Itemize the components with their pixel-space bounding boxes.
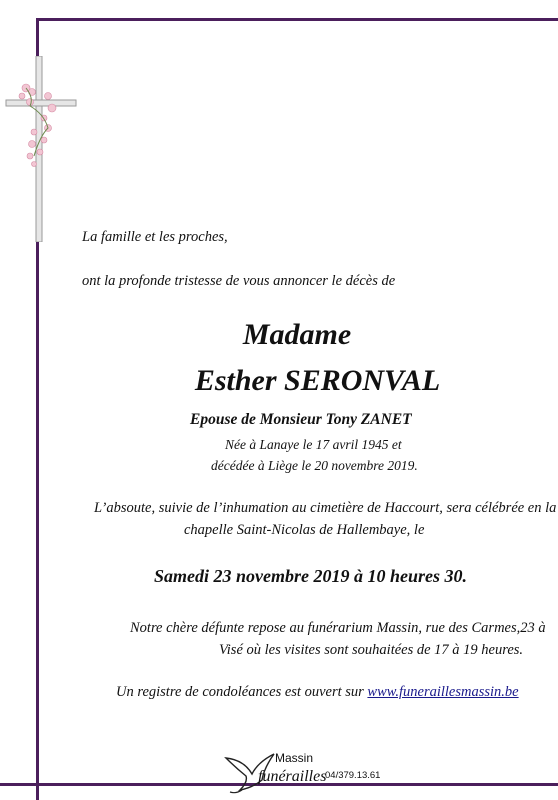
viewing-line-1: Notre chère défunte repose au funérarium Massin, rue des Carmes,23 à: [130, 620, 546, 636]
ceremony-line-2: chapelle Saint-Nicolas de Hallembaye, le: [184, 522, 425, 538]
birth-line: Née à Lanaye le 17 avril 1945 et: [225, 437, 402, 452]
condolences-text: Un registre de condoléances est ouvert sur: [116, 684, 368, 700]
phone-number: 04/379.13.61: [325, 770, 381, 781]
deceased-title: Madame: [242, 318, 352, 351]
viewing-line-2: Visé où les visites sont souhaitées de 17 à 19 heures.: [219, 642, 524, 658]
condolences-line: [116, 684, 519, 701]
flower-cross-icon: [4, 56, 78, 242]
ceremony-date: Samedi 23 novembre 2019 à 10 heures 30.: [154, 566, 467, 586]
death-line: décédée à Liège le 20 novembre 2019.: [211, 458, 418, 473]
spouse-line: Epouse de Monsieur Tony ZANET: [190, 411, 412, 428]
intro-line-2: ont la profonde tristesse de vous annoncer le décès de: [82, 273, 396, 289]
deceased-name: Esther SERONVAL: [194, 364, 441, 397]
frame-top-border: [36, 18, 558, 21]
brand-line-2: funérailles: [258, 768, 327, 785]
intro-line-1: La famille et les proches,: [82, 229, 228, 245]
condolences-link[interactable]: www.funeraillesmassin.be: [367, 684, 519, 700]
brand-line-1: Massin: [275, 751, 314, 765]
ceremony-line-1: L’absoute, suivie de l’inhumation au cimetière de Haccourt, sera célébrée en la: [94, 500, 557, 516]
